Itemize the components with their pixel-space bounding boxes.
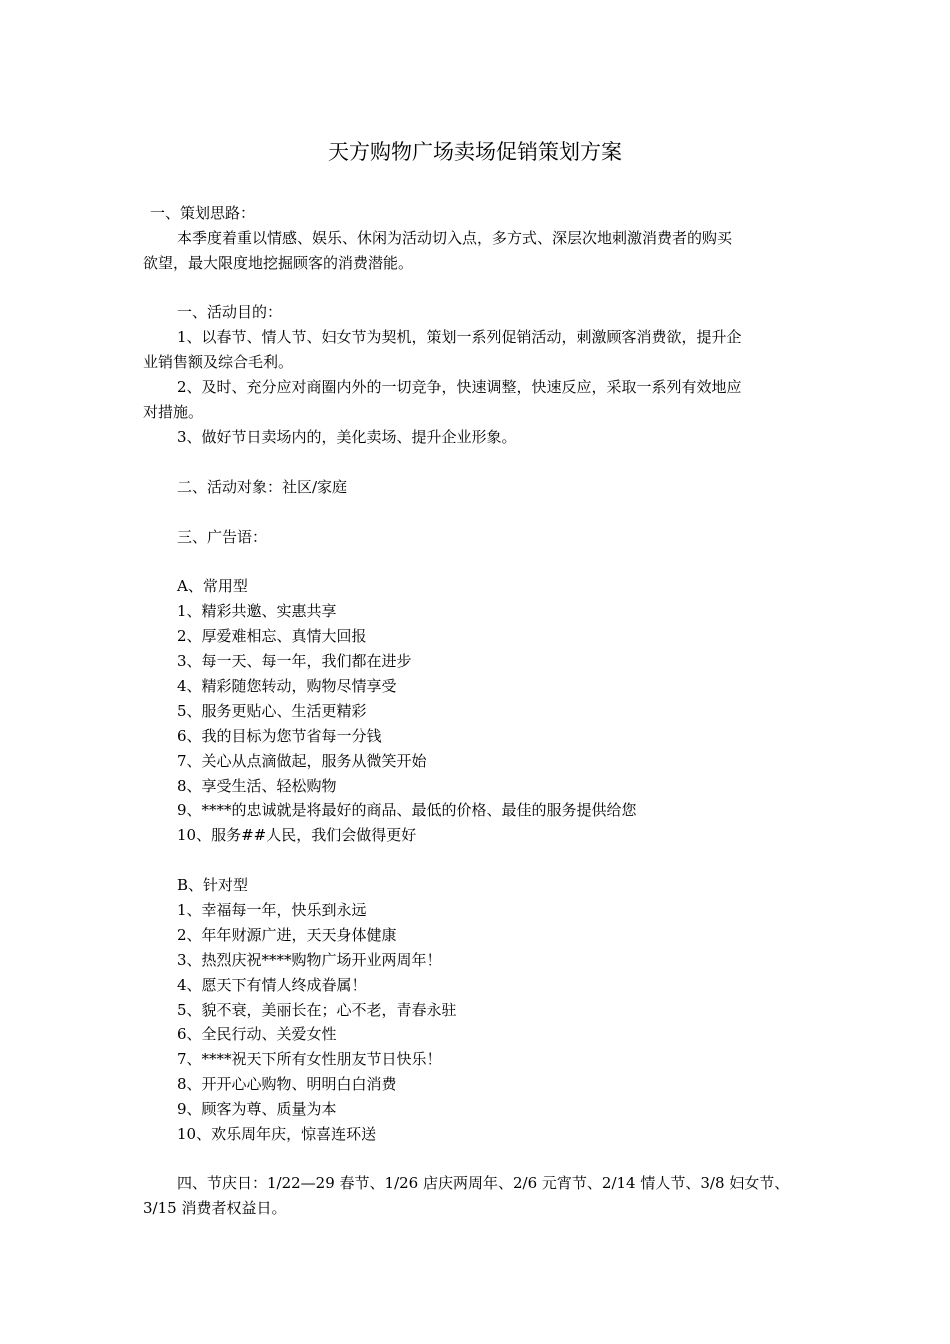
slogan-a-item: 2、厚爱难相忘、真情大回报 xyxy=(177,627,367,645)
goal-item-2-line-2: 对措施。 xyxy=(143,403,204,421)
goal-item-3: 3、做好节日卖场内的，美化卖场、提升企业形象。 xyxy=(177,428,517,446)
slogan-b-item: 5、貌不衰，美丽长在；心不老，青春永驻 xyxy=(177,1001,457,1019)
holidays-line-2: 3/15 消费者权益日。 xyxy=(143,1199,287,1217)
slogan-a-item: 4、精彩随您转动，购物尽情享受 xyxy=(177,677,397,695)
slogan-b-item: 6、全民行动、关爱女性 xyxy=(177,1025,337,1043)
slogan-b-item: 2、年年财源广进，天天身体健康 xyxy=(177,926,397,944)
goal-item-1-line-1: 1、以春节、情人节、妇女节为契机，策划一系列促销活动，刺激顾客消费欲，提升企 xyxy=(177,328,742,346)
slogan-group-b-label: B、针对型 xyxy=(177,876,249,894)
slogan-a-item: 1、精彩共邀、实惠共享 xyxy=(177,602,337,620)
slogan-b-item: 8、开开心心购物、明明白白消费 xyxy=(177,1075,397,1093)
slogan-a-item: 7、关心从点滴做起，服务从微笑开始 xyxy=(177,752,427,770)
strategy-body-line-2: 欲望，最大限度地挖掘顾客的消费潜能。 xyxy=(143,254,414,272)
slogan-a-item: 5、服务更贴心、生活更精彩 xyxy=(177,702,367,720)
slogan-a-item: 8、享受生活、轻松购物 xyxy=(177,777,337,795)
strategy-body-line-1: 本季度着重以情感、娱乐、休闲为活动切入点，多方式、深层次地刺激消费者的购买 xyxy=(177,229,733,247)
strategy-heading: 一、策划思路： xyxy=(150,204,256,222)
slogan-b-item: 4、愿天下有情人终成眷属！ xyxy=(177,976,367,994)
slogan-b-item: 10、欢乐周年庆，惊喜连环送 xyxy=(177,1125,377,1143)
slogan-b-item: 7、****祝天下所有女性朋友节日快乐！ xyxy=(177,1050,442,1068)
slogan-b-item: 1、幸福每一年，快乐到永远 xyxy=(177,901,367,919)
goals-heading: 一、活动目的： xyxy=(177,303,283,321)
target-audience: 二、活动对象：社区/家庭 xyxy=(177,478,348,496)
slogan-a-item: 9、****的忠诚就是将最好的商品、最低的价格、最佳的服务提供给您 xyxy=(177,801,637,819)
holidays-line-1: 四、节庆日：1/22—29 春节、1/26 店庆两周年、2/6 元宵节、2/14 情人节、3/8 妇女节、 xyxy=(177,1174,790,1192)
slogan-group-a-label: A、常用型 xyxy=(177,577,248,595)
slogans-heading: 三、广告语： xyxy=(177,528,268,546)
slogan-b-item: 3、热烈庆祝****购物广场开业两周年！ xyxy=(177,951,442,969)
slogan-a-item: 3、每一天、每一年，我们都在进步 xyxy=(177,652,412,670)
document-title: 天方购物广场卖场促销策划方案 xyxy=(328,140,622,164)
slogan-a-item: 6、我的目标为您节省每一分钱 xyxy=(177,727,382,745)
slogan-a-item: 10、服务##人民，我们会做得更好 xyxy=(177,826,417,844)
goal-item-2-line-1: 2、及时、充分应对商圈内外的一切竞争，快速调整，快速反应，采取一系列有效地应 xyxy=(177,378,742,396)
goal-item-1-line-2: 业销售额及综合毛利。 xyxy=(143,353,294,371)
slogan-b-item: 9、顾客为尊、质量为本 xyxy=(177,1100,337,1118)
